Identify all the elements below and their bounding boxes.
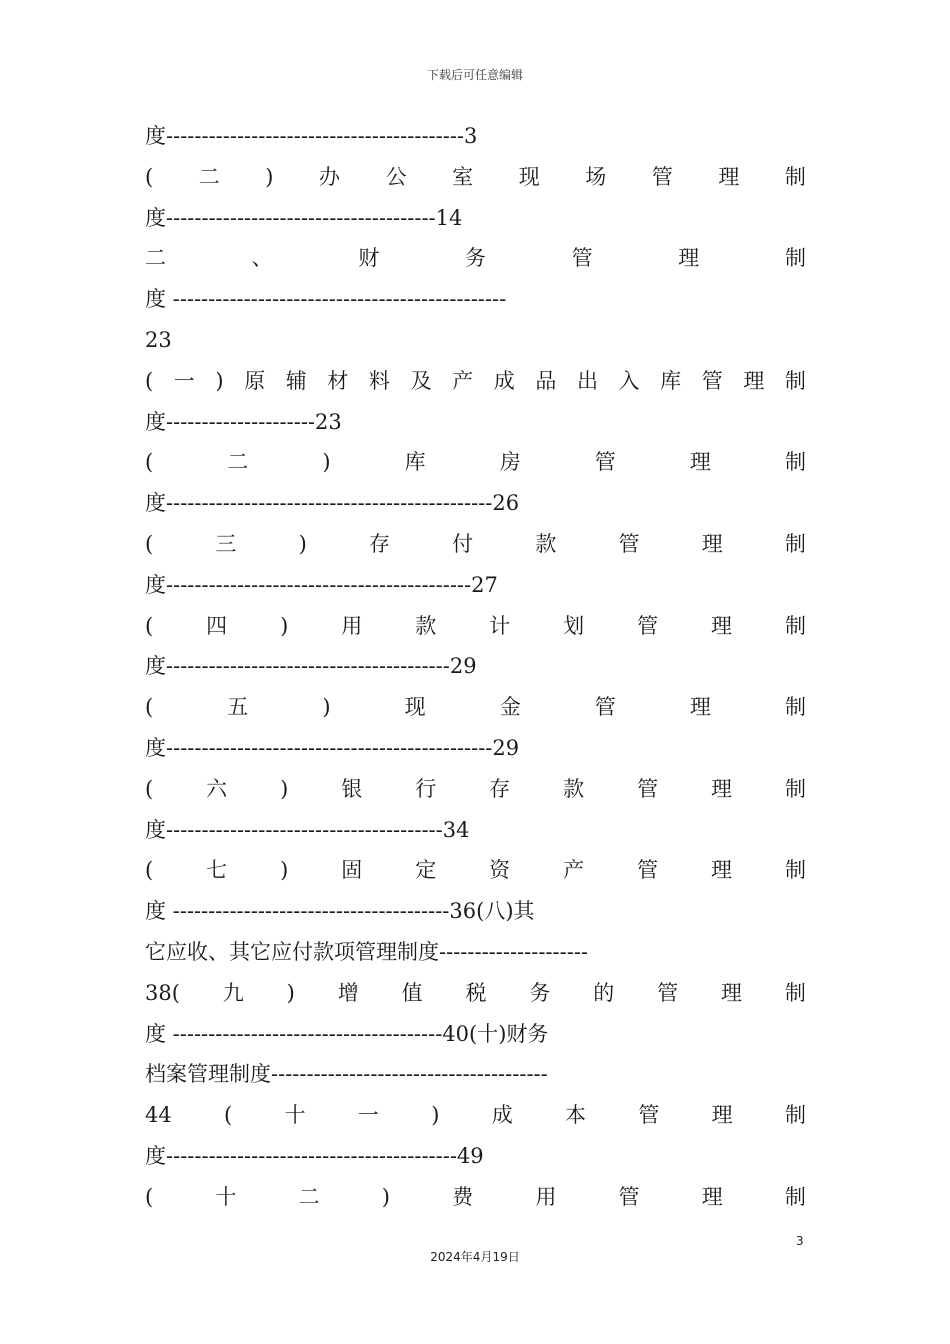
toc-char: 制 — [784, 246, 806, 271]
toc-char: ) — [322, 450, 331, 475]
toc-char: 理 — [701, 531, 723, 556]
toc-char: 一 — [357, 1103, 379, 1128]
toc-line — [145, 646, 806, 687]
toc-text: 度 --------------------------------------40(十)财务 — [145, 1021, 549, 1046]
toc-char: 管 — [594, 450, 616, 475]
toc-char: 38( — [145, 980, 180, 1005]
toc-char: 理 — [689, 695, 711, 720]
toc-text: 度--------------------------------------14 — [145, 205, 463, 230]
toc-char: 管 — [637, 858, 659, 883]
toc-char: 值 — [401, 980, 423, 1005]
toc-char: ) — [280, 776, 289, 801]
toc-char: 制 — [784, 368, 806, 393]
toc-char: 划 — [563, 613, 585, 638]
toc-text: 度----------------------------------------------26 — [145, 491, 520, 516]
toc-char: 产 — [563, 858, 585, 883]
toc-char: 、 — [251, 246, 273, 271]
toc-line — [145, 320, 806, 361]
toc-char: 存 — [368, 531, 390, 556]
toc-line — [145, 442, 806, 483]
table-of-contents — [145, 116, 806, 1218]
toc-char: ( — [145, 1184, 154, 1209]
toc-char: 品 — [535, 368, 557, 393]
toc-line — [145, 606, 806, 647]
toc-char: 财 — [358, 246, 380, 271]
toc-text: 它应收、其它应付款项管理制度--------------------- — [145, 939, 589, 964]
toc-char: 管 — [701, 368, 723, 393]
toc-char: 库 — [404, 450, 426, 475]
toc-char: 理 — [678, 246, 700, 271]
toc-line — [145, 361, 806, 402]
toc-char: 制 — [784, 858, 806, 883]
toc-char: ( — [145, 531, 154, 556]
toc-line — [145, 198, 806, 239]
toc-char: 原 — [244, 368, 266, 393]
toc-text: 度----------------------------------------------29 — [145, 735, 520, 760]
toc-char: 及 — [410, 368, 432, 393]
toc-char: 管 — [638, 1103, 660, 1128]
toc-char: 出 — [576, 368, 598, 393]
toc-char: 六 — [206, 776, 228, 801]
toc-text: 度 ----------------------------------------------- — [145, 287, 507, 312]
toc-line — [145, 1095, 806, 1136]
toc-text: 度 ---------------------------------------36(八)其 — [145, 899, 535, 924]
toc-char: 产 — [452, 368, 474, 393]
toc-char: 44 — [145, 1103, 172, 1128]
toc-char: 室 — [452, 164, 474, 189]
toc-char: 入 — [618, 368, 640, 393]
toc-char: 一 — [173, 368, 195, 393]
toc-char: 用 — [535, 1184, 557, 1209]
toc-char: ) — [280, 858, 289, 883]
toc-char: 料 — [368, 368, 390, 393]
toc-char: 费 — [452, 1184, 474, 1209]
toc-char: 务 — [529, 980, 551, 1005]
toc-char: 理 — [689, 450, 711, 475]
toc-char: 七 — [206, 858, 228, 883]
toc-char: 存 — [489, 776, 511, 801]
toc-char: ) — [215, 368, 224, 393]
toc-text: 度-------------------------------------------27 — [145, 572, 498, 597]
toc-char: ) — [265, 164, 274, 189]
toc-line — [145, 850, 806, 891]
toc-char: 款 — [415, 613, 437, 638]
toc-text: 度---------------------------------------34 — [145, 817, 470, 842]
page-number: 3 — [796, 1234, 804, 1248]
toc-char: 成 — [491, 1103, 513, 1128]
toc-char: 行 — [415, 776, 437, 801]
toc-char: 管 — [637, 776, 659, 801]
toc-char: ( — [145, 695, 154, 720]
toc-line — [145, 932, 806, 973]
toc-char: 管 — [651, 164, 673, 189]
toc-char: 计 — [489, 613, 511, 638]
toc-char: 制 — [784, 450, 806, 475]
toc-char: 理 — [711, 776, 733, 801]
toc-char: ) — [286, 980, 295, 1005]
toc-line — [145, 973, 806, 1014]
toc-line — [145, 891, 806, 932]
toc-char: 管 — [657, 980, 679, 1005]
toc-char: ( — [145, 613, 154, 638]
toc-char: 管 — [618, 531, 640, 556]
toc-char: 制 — [784, 776, 806, 801]
toc-char: ( — [145, 450, 154, 475]
toc-char: 理 — [711, 1103, 733, 1128]
toc-line — [145, 402, 806, 443]
toc-char: 制 — [784, 531, 806, 556]
toc-line — [145, 238, 806, 279]
toc-char: 制 — [784, 613, 806, 638]
toc-line — [145, 565, 806, 606]
toc-char: 制 — [784, 1103, 806, 1128]
toc-char: 二 — [198, 164, 220, 189]
toc-char: 三 — [215, 531, 237, 556]
toc-char: ) — [322, 695, 331, 720]
toc-text: 度----------------------------------------29 — [145, 654, 477, 679]
toc-char: 辅 — [285, 368, 307, 393]
toc-char: 务 — [464, 246, 486, 271]
toc-char: 十 — [215, 1184, 237, 1209]
toc-char: 税 — [465, 980, 487, 1005]
toc-char: 理 — [721, 980, 742, 1005]
toc-char: 二 — [227, 450, 249, 475]
toc-char: ) — [381, 1184, 390, 1209]
toc-char: 制 — [784, 980, 806, 1005]
toc-char: 管 — [594, 695, 616, 720]
toc-text: 度------------------------------------------3 — [145, 124, 478, 148]
toc-line — [145, 157, 806, 198]
toc-char: 办 — [319, 164, 341, 189]
toc-line — [145, 1177, 806, 1218]
toc-char: 制 — [784, 695, 806, 720]
toc-text: 档案管理制度--------------------------------------- — [145, 1062, 548, 1087]
toc-char: 管 — [571, 246, 593, 271]
toc-char: 款 — [535, 531, 557, 556]
toc-line — [145, 687, 806, 728]
toc-char: 理 — [711, 858, 733, 883]
toc-char: 固 — [341, 858, 363, 883]
toc-text: 度-----------------------------------------49 — [145, 1143, 484, 1168]
toc-char: ( — [224, 1103, 233, 1128]
toc-char: 四 — [206, 613, 228, 638]
toc-char: ) — [298, 531, 307, 556]
toc-char: 管 — [618, 1184, 640, 1209]
toc-char: 款 — [563, 776, 585, 801]
toc-char: ( — [145, 164, 154, 189]
toc-char: 理 — [701, 1184, 723, 1209]
toc-line — [145, 1054, 806, 1095]
toc-char: 二 — [145, 246, 166, 271]
toc-line — [145, 1014, 806, 1055]
toc-char: 资 — [489, 858, 511, 883]
toc-char: 理 — [743, 368, 765, 393]
toc-char: 库 — [660, 368, 682, 393]
toc-char: 场 — [585, 164, 607, 189]
toc-char: 付 — [452, 531, 474, 556]
toc-line — [145, 769, 806, 810]
toc-line — [145, 728, 806, 769]
toc-char: 十 — [284, 1103, 306, 1128]
toc-line — [145, 1136, 806, 1177]
toc-char: 银 — [341, 776, 363, 801]
toc-char: 金 — [499, 695, 521, 720]
toc-char: 用 — [341, 613, 363, 638]
toc-line — [145, 483, 806, 524]
toc-char: 理 — [718, 164, 740, 189]
page-footer-date: 2024年4月19日 — [430, 1250, 520, 1264]
toc-char: 二 — [298, 1184, 320, 1209]
toc-char: 现 — [404, 695, 426, 720]
toc-char: ( — [145, 776, 154, 801]
toc-text: 23 — [145, 327, 172, 352]
toc-char: ) — [280, 613, 289, 638]
toc-char: ) — [431, 1103, 440, 1128]
toc-text: 度---------------------23 — [145, 409, 342, 434]
toc-line — [145, 524, 806, 565]
toc-line — [145, 279, 806, 320]
toc-char: 成 — [493, 368, 515, 393]
toc-char: 材 — [327, 368, 349, 393]
toc-char: 房 — [499, 450, 521, 475]
toc-char: 定 — [415, 858, 437, 883]
toc-char: 五 — [227, 695, 249, 720]
toc-char: 九 — [222, 980, 244, 1005]
toc-char: 现 — [518, 164, 540, 189]
toc-line — [145, 810, 806, 851]
toc-char: 公 — [385, 164, 407, 189]
toc-char: 管 — [637, 613, 659, 638]
toc-char: ( — [145, 368, 154, 393]
toc-char: 增 — [337, 980, 359, 1005]
toc-char: 的 — [593, 980, 615, 1005]
page-header: 下载后可任意编辑 — [426, 68, 523, 82]
toc-char: ( — [145, 858, 154, 883]
toc-line — [145, 116, 806, 157]
toc-char: 理 — [711, 613, 733, 638]
toc-char: 制 — [784, 164, 806, 189]
toc-char: 制 — [784, 1184, 806, 1209]
toc-char: 本 — [565, 1103, 587, 1128]
